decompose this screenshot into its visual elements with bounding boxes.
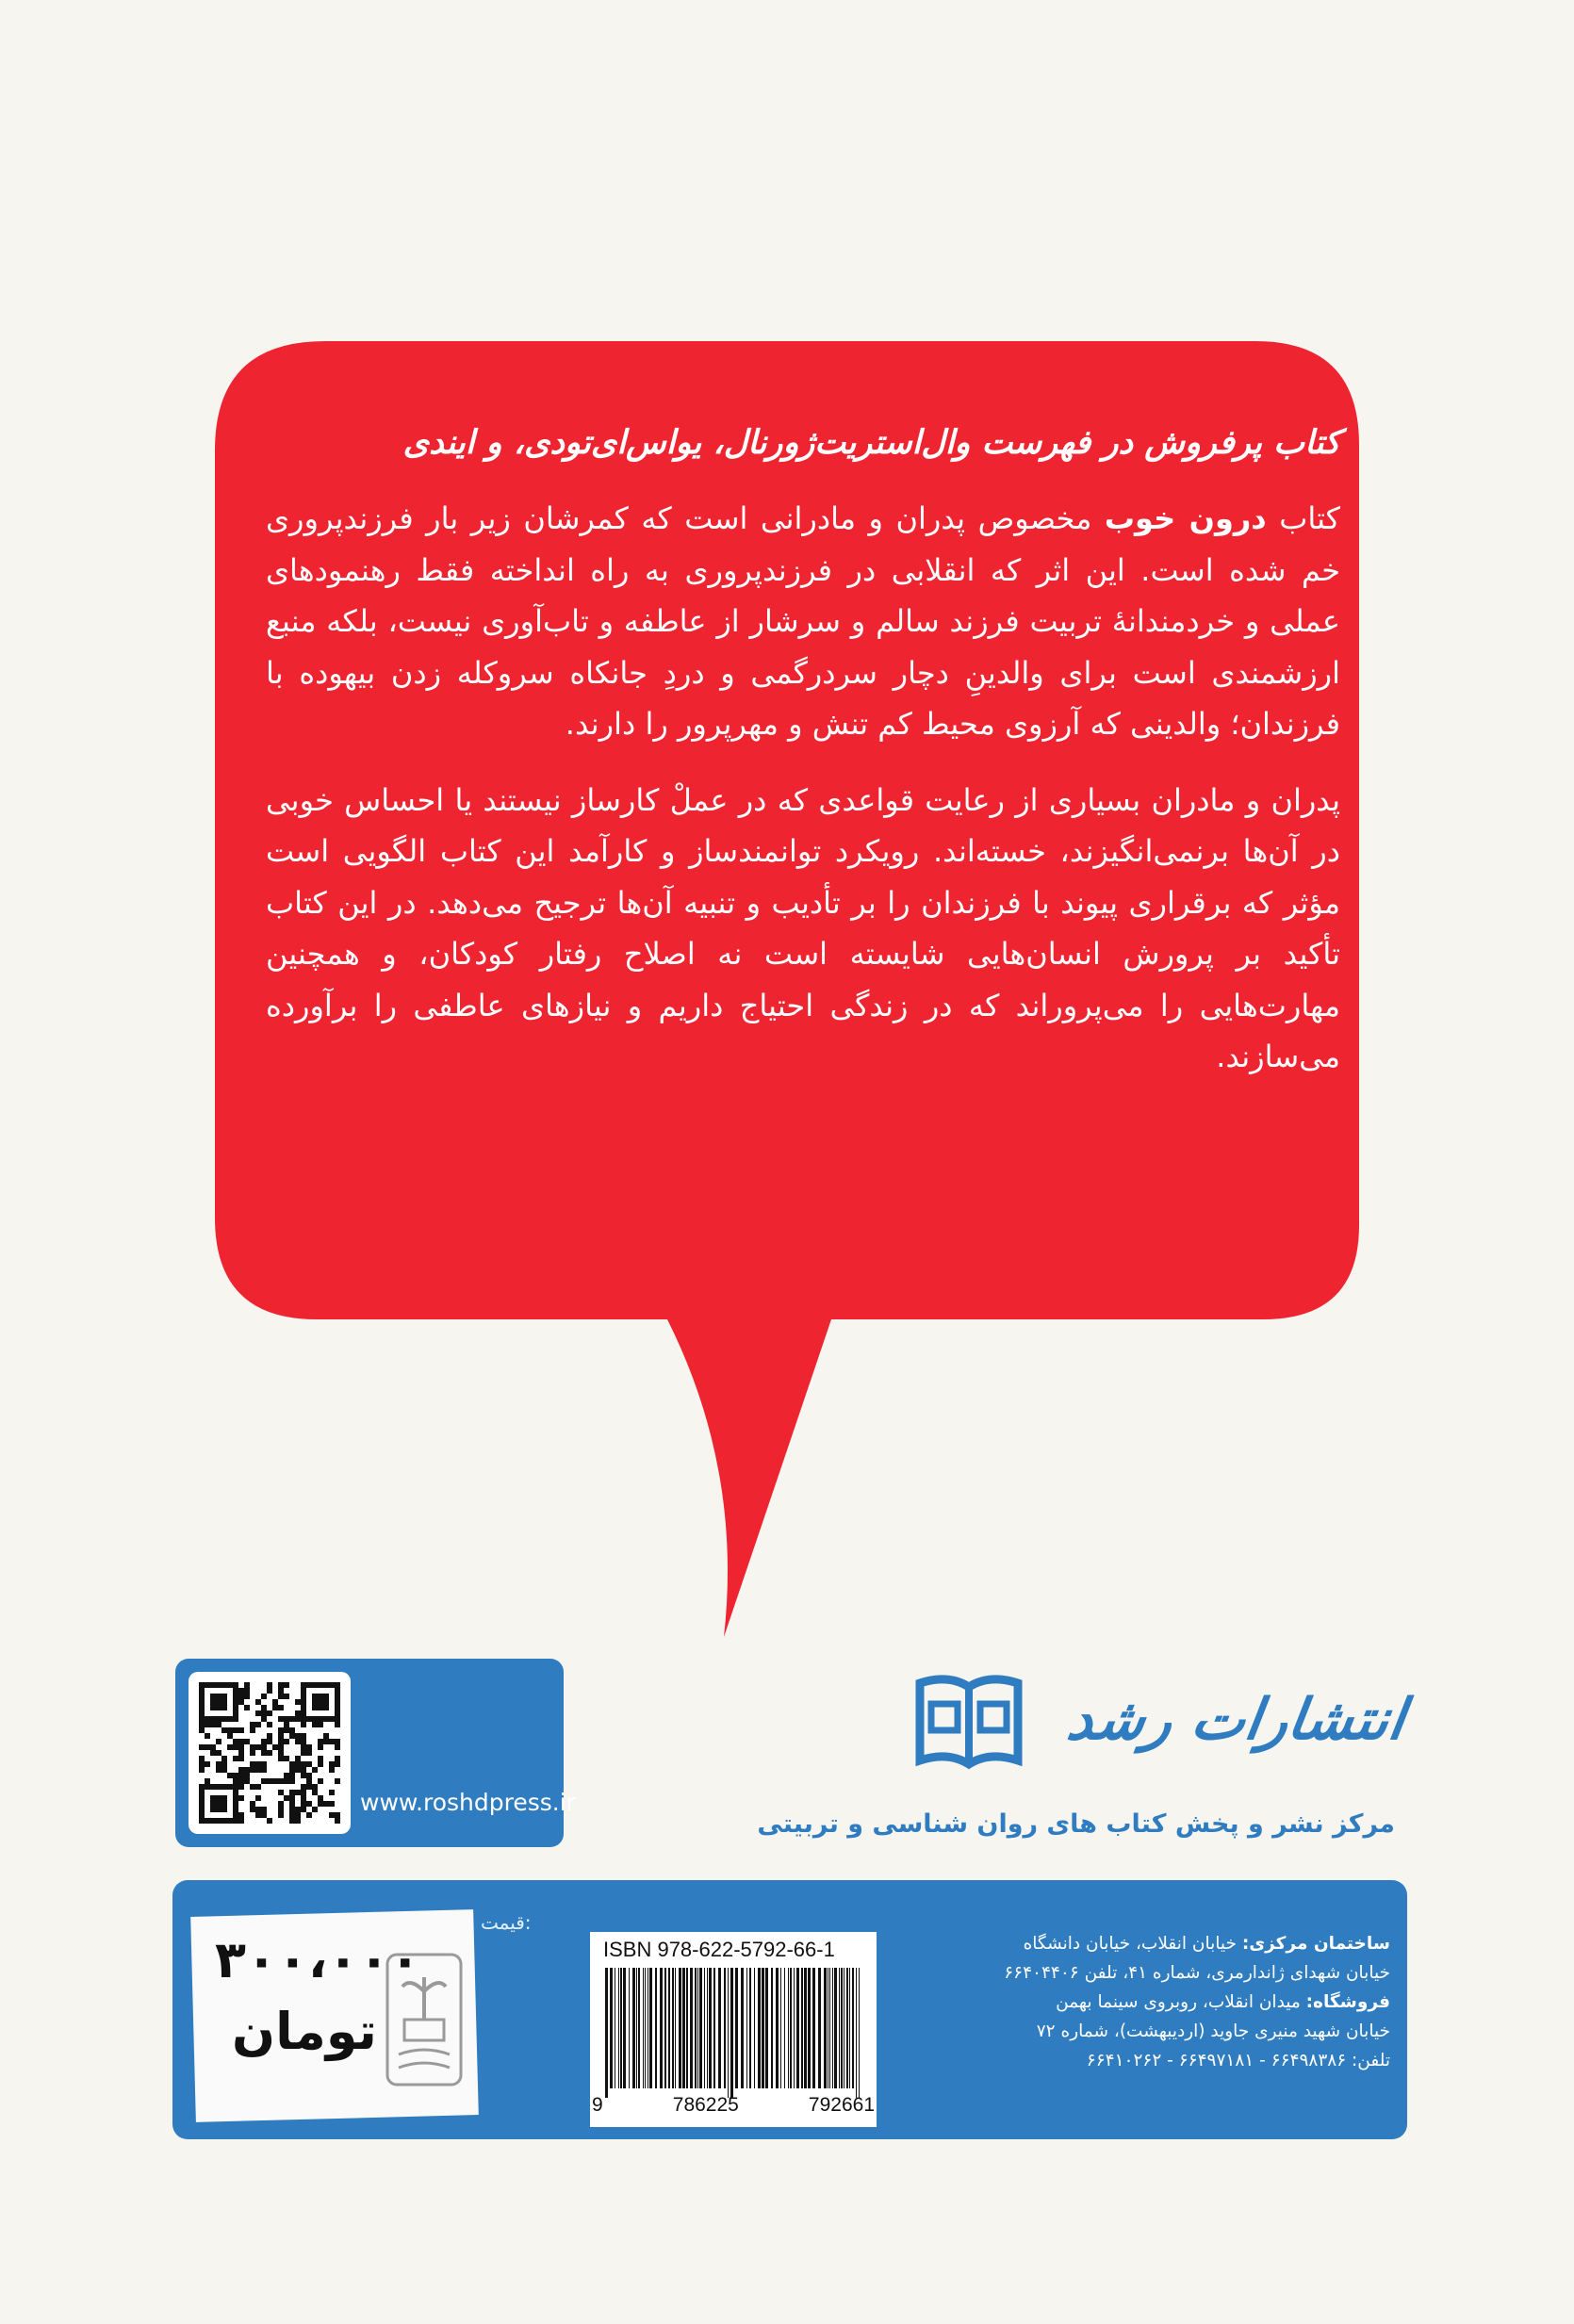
- publisher-address: [891, 1929, 1390, 2075]
- bubble-content: [266, 419, 1340, 1268]
- hq-address-line2: خیابان شهدای ژاندارمری، شماره ۴۱، تلفن ۶۶۴۰۴۴۰۶: [1004, 1963, 1390, 1983]
- publisher-stamp-icon: [382, 1949, 467, 2090]
- store-phones: تلفن: ۶۶۴۹۸۳۸۶ - ۶۶۴۹۷۱۸۱ - ۶۶۴۱۰۲۶۲: [1086, 2051, 1390, 2070]
- bestseller-tagline: کتاب پرفروش در فهرست وال‌استریت‌ژورنال، یواس‌ای‌تودی، و ایندی: [402, 424, 1340, 462]
- price-amount: ۳۰۰،۰۰۰: [215, 1930, 421, 1989]
- barcode-icon: [601, 1968, 865, 2100]
- qr-code-icon: [189, 1672, 351, 1834]
- website-link[interactable]: www.roshdpress.ir: [360, 1789, 576, 1816]
- qr-panel: [175, 1659, 576, 1847]
- publisher-logo-text: انتشارات رشد: [1063, 1687, 1409, 1753]
- qr-code[interactable]: [189, 1672, 351, 1834]
- barcode-digits: 9 786225 792661: [592, 2094, 875, 2116]
- isbn-number: ISBN 978-622-5792-66-1: [603, 1938, 835, 1961]
- price-currency: تومان: [232, 2002, 377, 2061]
- store-address-line2: خیابان شهید منیری جاوید (اردیبهشت)، شماره ۷۲: [1036, 2021, 1390, 2041]
- hq-address-line1: ساختمان مرکزی: خیابان انقلاب، خیابان دانشگاه: [1023, 1934, 1390, 1954]
- store-address-line1: فروشگاه: میدان انقلاب، روبروی سینما بهمن: [1056, 1992, 1390, 2012]
- publisher-tagline: مرکز نشر و پخش کتاب های روان شناسی و تربیتی: [757, 1809, 1395, 1839]
- book-logo-icon: [910, 1666, 1033, 1779]
- price-label: قیمت:: [481, 1911, 532, 1934]
- description-paragraph-2: پدران و مادران بسیاری از رعایت قواعدی که در عملْ کارساز نیستند یا احساس خوبی در آن‌ها برنمی‌انگیزند، خسته‌اند. رویکرد توانمندساز و کارآمد این کتاب الگویی است مؤثر که برقراری پیوند با فرزندان را بر تأدیب و تنبیه آن‌ها ترجیح می‌دهد. در این کتاب تأکید بر پرورش انسان‌هایی شایسته است نه اصلاح رفتار کودکان، و همچنین مهارت‌هایی را می‌پروراند که در زندگی احتیاج داریم و نیازهای عاطفی را برآورده می‌سازند.: [266, 781, 1340, 1074]
- description-paragraph-1: کتاب درون خوب مخصوص پدران و مادرانی است که کمرشان زیر بار فرزندپروری خم شده است. این اثر که انقلابی در فرزندپروری به راه انداخته فقط رهنمودهای عملی و خردمندانهٔ تربیت فرزند سالم و سرشار از عاطفه و تاب‌آوری نیست، بلکه منبع ارزشمندی است برای والدینِ دچار سردرگمی و دردِ جانکاه سروکله زدن بیهوده با فرزندان؛ والدینی که آرزوی محیط کم تنش و مهرپرور را دارند.: [266, 500, 1341, 742]
- book-title: درون خوب: [1104, 500, 1267, 536]
